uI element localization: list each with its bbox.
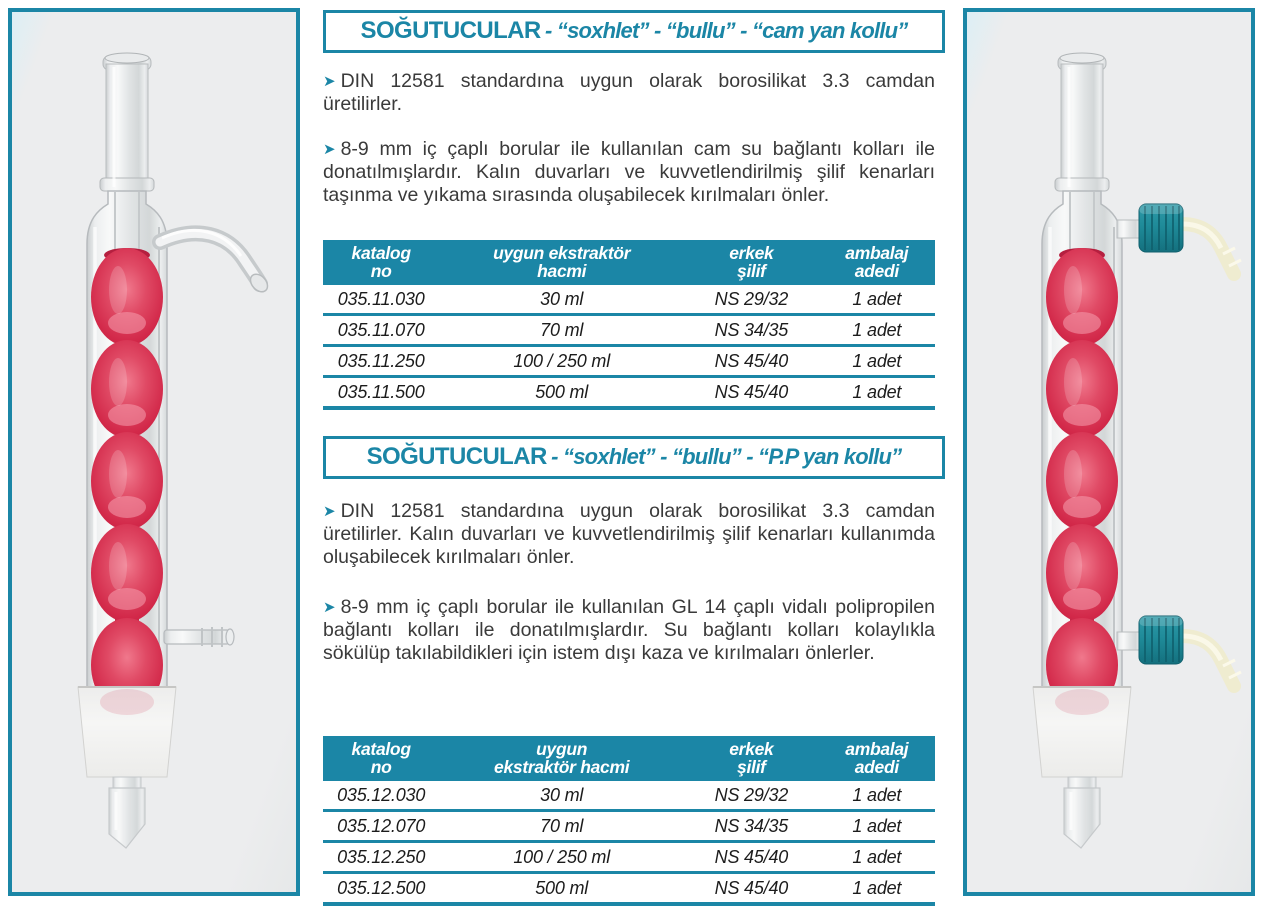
right-product-photo	[963, 8, 1255, 896]
table1-col-silif: erkek şilif	[729, 243, 774, 282]
products-table-1	[323, 240, 935, 410]
left-product-photo	[8, 8, 300, 896]
table-row: 035.11.030 30 ml NS 29/32 1 adet	[323, 285, 935, 316]
section1-variant: - “soxhlet” - “bullu” - “cam yan kollu”	[545, 18, 908, 43]
table2-col-katalog-no: katalog no	[351, 739, 411, 778]
drip-tip	[1064, 777, 1100, 848]
table2-col-silif: erkek şilif	[729, 739, 774, 778]
table2-col-hacim: uygun ekstraktör hacmi	[494, 739, 630, 778]
table-row: 035.11.250 100 / 250 ml NS 45/40 1 adet	[323, 347, 935, 378]
condenser-red-bulbs	[91, 248, 163, 712]
section2-paragraph-2: ➤ 8-9 mm iç çaplı borular ile kullanılan GL 14 çaplı vidalı polipropilen bağlantı kolları ile donatılmışlardır. Su bağlantı kolları kolaylıkla sökülüp takılabildikleri için istem dışı kaza ve kırılmaları önlerler.	[323, 596, 935, 664]
glass-side-arm-condenser-illustration	[12, 12, 296, 892]
table-row: 035.11.500 500 ml NS 45/40 1 adet	[323, 378, 935, 410]
frosted-ground-joint	[1033, 687, 1131, 777]
arrow-bullet-icon: ➤	[323, 141, 336, 158]
section1-paragraph-2: ➤ 8-9 mm iç çaplı borular ile kullanılan cam su bağlantı kolları ile donatılmışlardır. Kalın duvarları ve kuvvetlendirilmiş şilif kenarları taşınma ve yıkama sırasında oluşabilecek kırılmaları önler.	[323, 138, 935, 206]
glass-hose-barb	[164, 627, 234, 647]
section2-paragraph-1: ➤ DIN 12581 standardına uygun olarak borosilikat 3.3 camdan üretilirler. Kalın duvarları ve kuvvetlendirilmiş şilif kenarları kullanımda oluşabilecek kırılmaları önler.	[323, 500, 935, 568]
bottom-pp-screw-cap	[1117, 616, 1241, 686]
arrow-bullet-icon: ➤	[323, 503, 336, 520]
arrow-bullet-icon: ➤	[323, 599, 336, 616]
condenser-red-bulbs	[1046, 248, 1118, 712]
table1-header-row	[323, 240, 935, 285]
products-table-2	[323, 736, 935, 906]
table-row: 035.12.070 70 ml NS 34/35 1 adet	[323, 812, 935, 843]
frosted-ground-joint	[78, 687, 176, 777]
table-row: 035.12.030 30 ml NS 29/32 1 adet	[323, 781, 935, 812]
table1-col-katalog-no: katalog no	[351, 243, 411, 282]
section2-title: SOĞUTUCULAR	[366, 443, 547, 470]
section1-title: SOĞUTUCULAR	[360, 17, 541, 44]
table-row: 035.12.500 500 ml NS 45/40 1 adet	[323, 874, 935, 906]
section2-variant: - “soxhlet” - “bullu” - “P.P yan kollu”	[551, 444, 902, 469]
arrow-bullet-icon: ➤	[323, 73, 336, 90]
table2-header-row	[323, 736, 935, 781]
pp-side-arm-condenser-illustration	[967, 12, 1251, 892]
table1-col-ambalaj: ambalaj adedi	[845, 243, 909, 282]
top-pp-screw-cap	[1117, 204, 1241, 274]
condenser-top-neck	[1055, 53, 1109, 191]
section2-header	[323, 436, 945, 479]
drip-tip	[109, 777, 145, 848]
table1-col-hacim: uygun ekstraktör hacmi	[493, 243, 631, 282]
condenser-top-neck	[100, 53, 154, 191]
section1-paragraph-1: ➤ DIN 12581 standardına uygun olarak borosilikat 3.3 camdan üretilirler.	[323, 70, 935, 115]
table2-col-ambalaj: ambalaj adedi	[845, 739, 909, 778]
table-row: 035.12.250 100 / 250 ml NS 45/40 1 adet	[323, 843, 935, 874]
section1-header	[323, 10, 945, 53]
table-row: 035.11.070 70 ml NS 34/35 1 adet	[323, 316, 935, 347]
glass-side-arm	[160, 230, 271, 295]
